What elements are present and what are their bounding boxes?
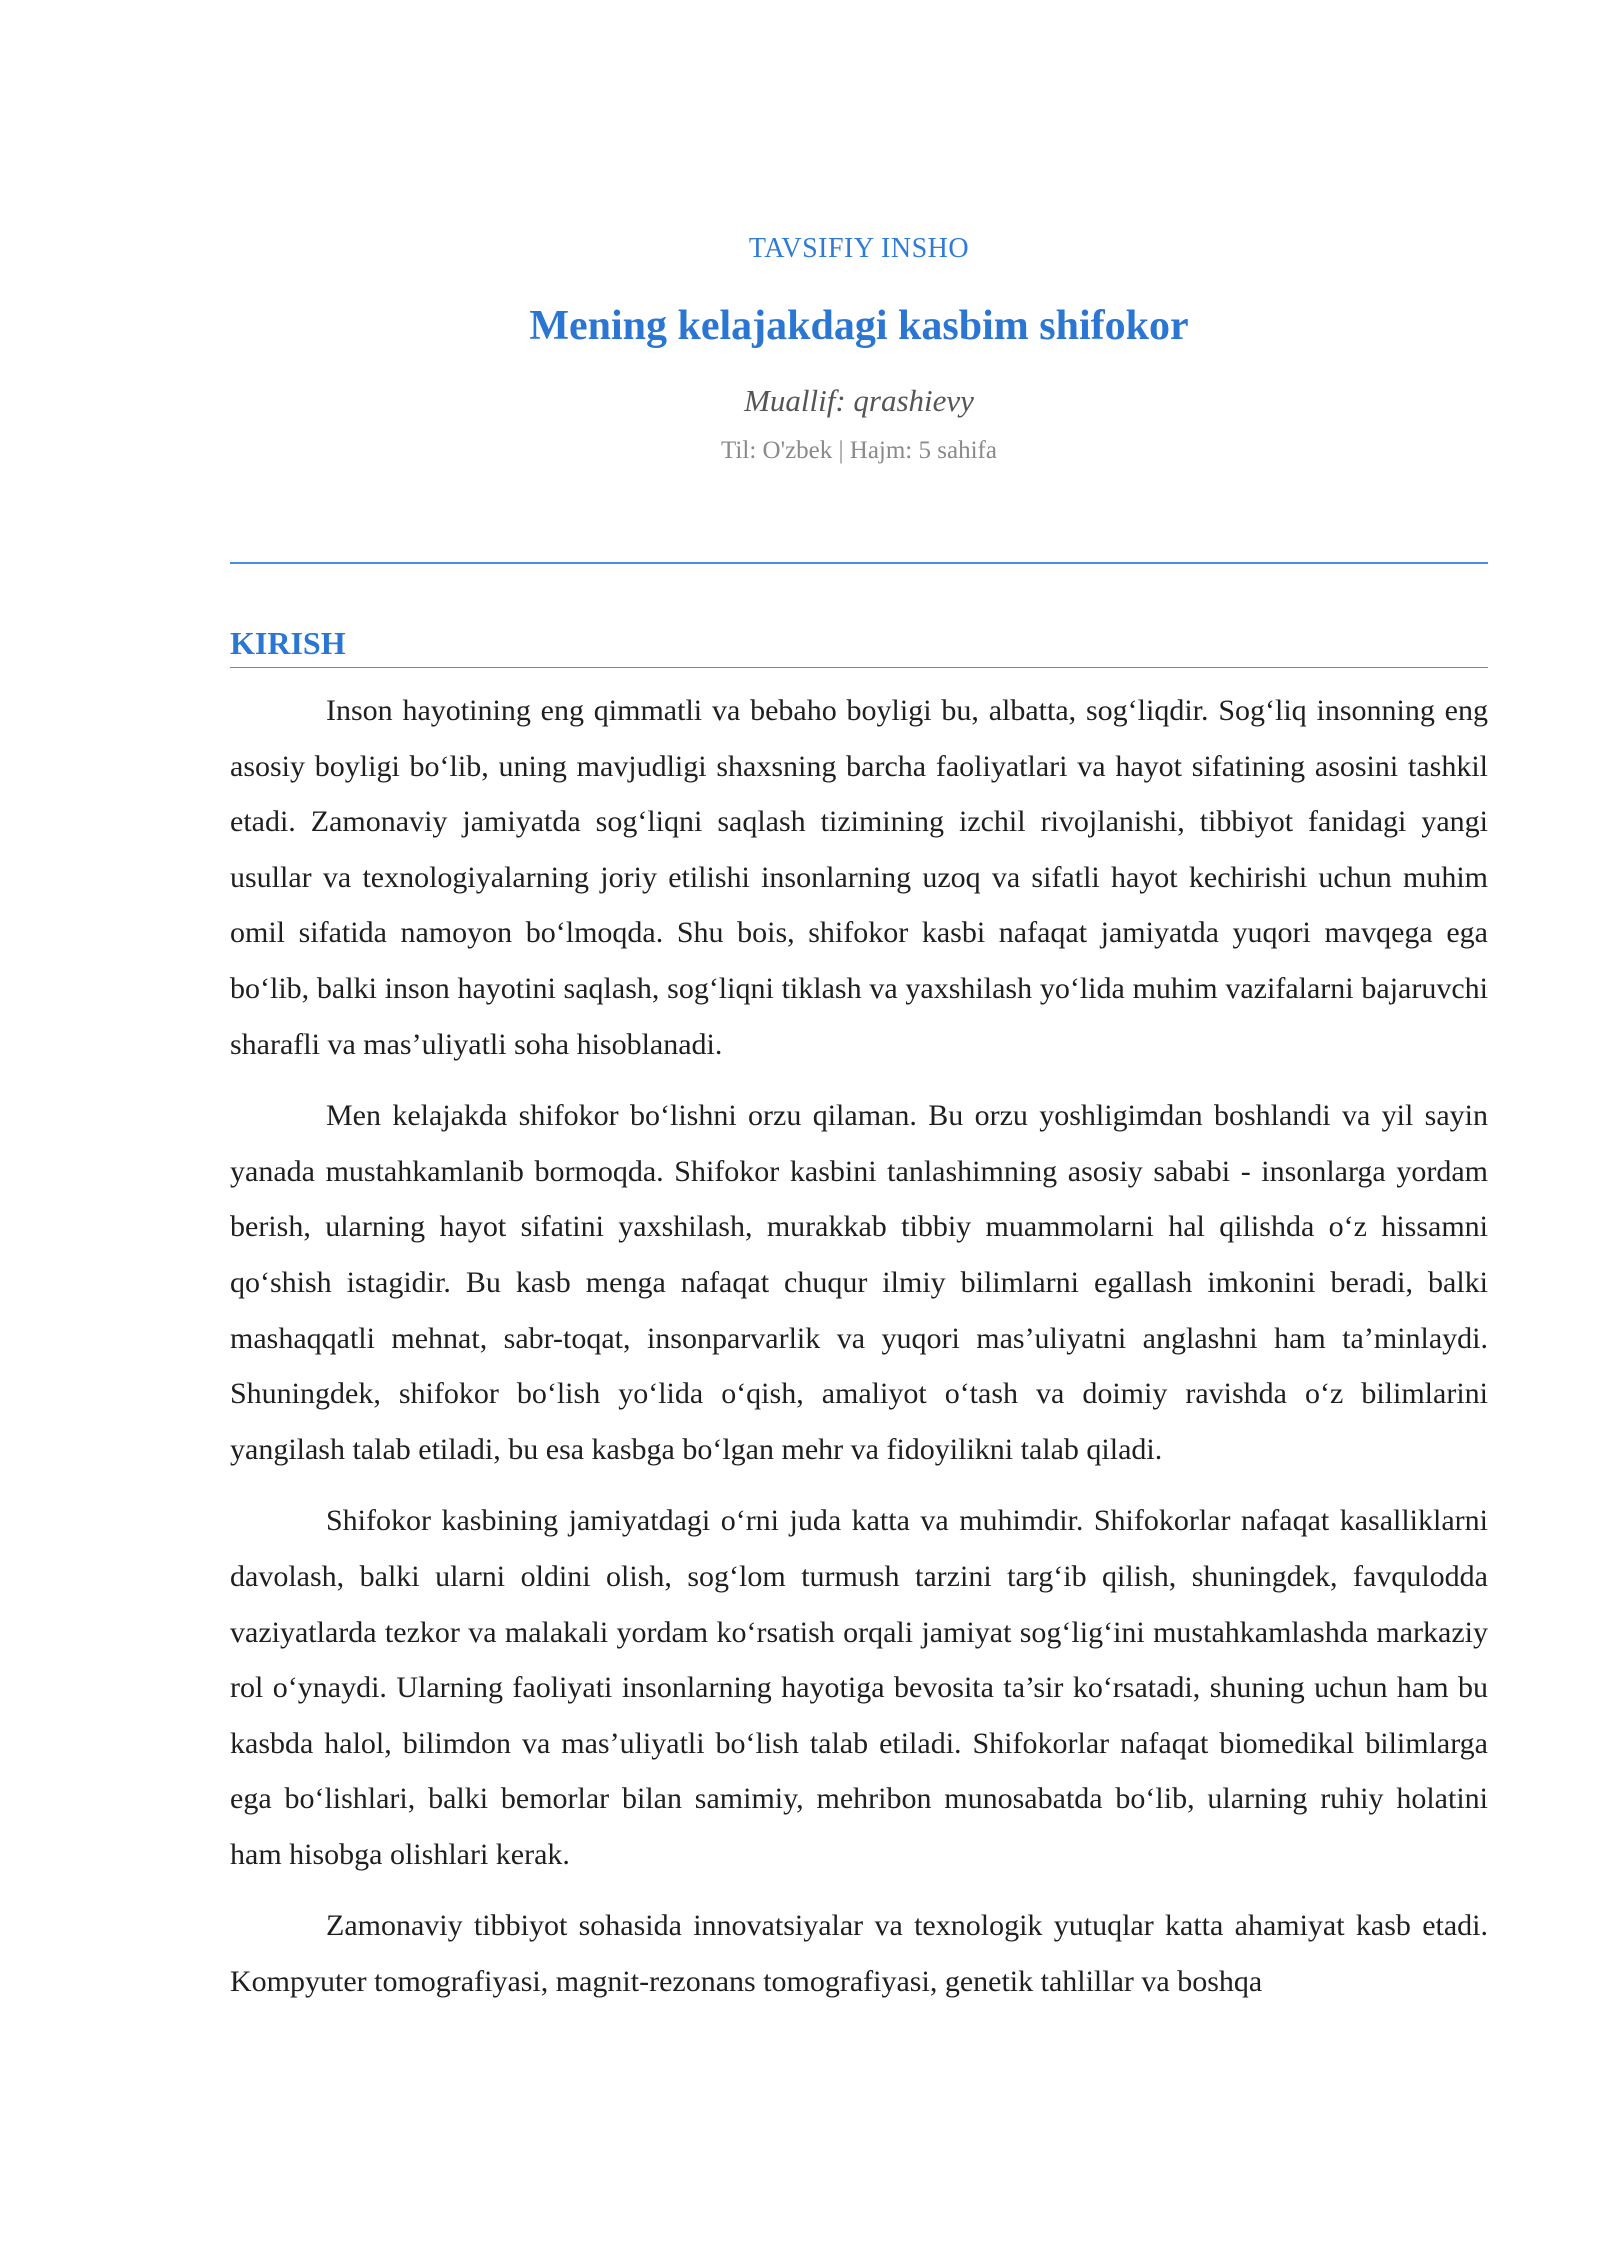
paragraph: Shifokor kasbining jamiyatdagi o‘rni juda katta va muhimdir. Shifokorlar nafaqat kasalliklarni davolash, balki ularni oldini olish, sog‘lom turmush tarzini targ‘ib qilish, shuningdek, favqulodda vaziyatlarda tezkor va malakali yordam ko‘rsatish orqali jamiyat sog‘lig‘ini mustahkamlashda markaziy rol o‘ynaydi. Ularning faoliyati insonlarning hayotiga bevosita ta’sir ko‘rsatadi, shuning uchun ham bu kasbda halol, bilimdon va mas’uliyatli bo‘lish talab etiladi. Shifokorlar nafaqat biomedikal bilimlarga ega bo‘lishlari, balki bemorlar bilan samimiy, mehribon munosabatda bo‘lib, ularning ruhiy holatini ham hisobga olishlari kerak. [230,1504,1488,1871]
document-author: Muallif: qrashievy [744,383,974,418]
paragraph: Inson hayotining eng qimmatli va bebaho boyligi bu, albatta, sog‘liqdir. Sog‘liq insonning eng asosiy boyligi bo‘lib, uning mavjudligi shaxsning barcha faoliyatlari va hayot sifatining asosini tashkil etadi. Zamonaviy jamiyatda sog‘liqni saqlash tizimining izchil rivojlanishi, tibbiyot fanidagi yangi usullar va texnologiyalarning joriy etilishi insonlarning uzoq va sifatli hayot kechirishi uchun muhim omil sifatida namoyon bo‘lmoqda. Shu bois, shifokor kasbi nafaqat jamiyatda yuqori mavqega ega bo‘lib, balki inson hayotini saqlash, sog‘liqni tiklash va yaxshilash yo‘lida muhim vazifalarni bajaruvchi sharafli va mas’uliyatli soha hisoblanadi. [230,694,1488,1061]
document-meta: Til: O'zbek | Hajm: 5 sahifa [721,437,997,464]
header-divider [230,562,1488,564]
section-heading: KIRISH [230,625,1488,668]
paragraph: Men kelajakda shifokor bo‘lishni orzu qilaman. Bu orzu yoshligimdan boshlandi va yil sayin yanada mustahkamlanib bormoqda. Shifokor kasbini tanlashimning asosiy sababi - insonlarga yordam berish, ularning hayot sifatini yaxshilash, murakkab tibbiy muammolarni hal qilishda o‘z hissamni qo‘shish istagidir. Bu kasb menga nafaqat chuqur ilmiy bilimlarni egallash imkonini beradi, balki mashaqqatli mehnat, sabr-toqat, insonparvarlik va yuqori mas’uliyatni anglashni ham ta’minlaydi. Shuningdek, shifokor bo‘lish yo‘lida o‘qish, amaliyot o‘tash va doimiy ravishda o‘z bilimlarini yangilash talab etiladi, bu esa kasbga bo‘lgan mehr va fidoyilikni talab qiladi. [230,1099,1488,1466]
section-body [230,683,1488,2026]
document-title: Mening kelajakdagi kasbim shifokor [529,303,1189,349]
document-kicker: TAVSIFIY INSHO [748,233,970,264]
paragraph: Zamonaviy tibbiyot sohasida innovatsiyalar va texnologik yutuqlar katta ahamiyat kasb etadi. Kompyuter tomografiyasi, magnit-rezonans tomografiyasi, genetik tahlillar va boshqa [230,1909,1488,1999]
